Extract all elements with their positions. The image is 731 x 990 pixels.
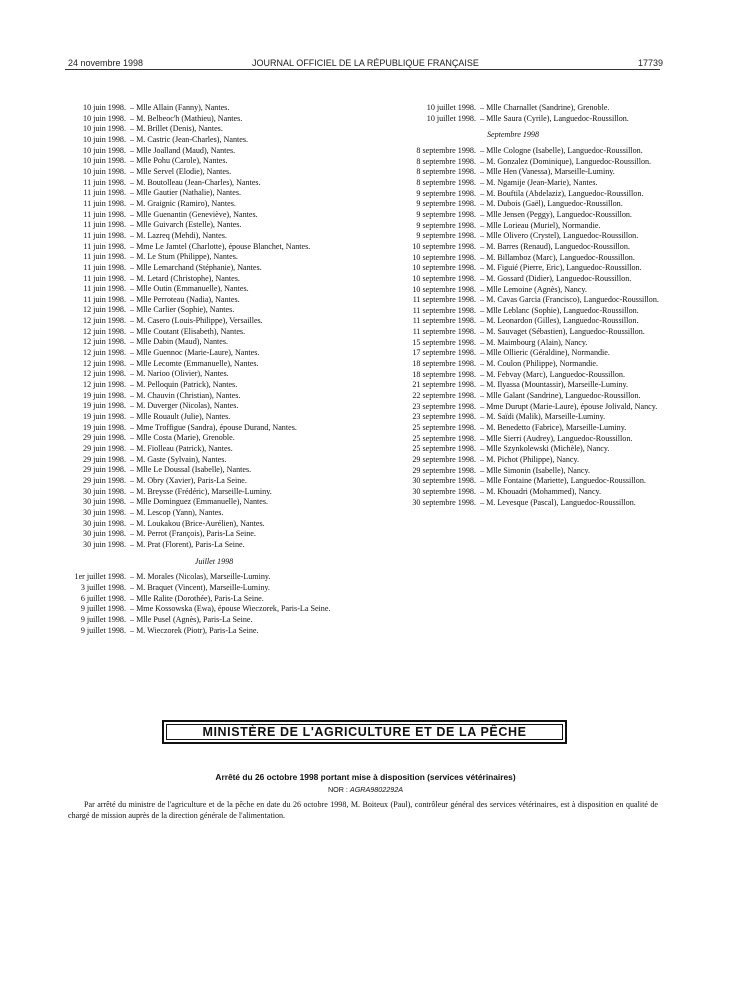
list-item [366, 380, 660, 391]
list-item [366, 444, 660, 455]
entry-text: – M. Maimbourg (Alain), Nancy. [480, 337, 588, 347]
entry-date: 8 septembre 1998. [416, 167, 476, 177]
entry-date: 9 juillet 1998. [80, 625, 126, 635]
list-item [66, 423, 362, 434]
entry-date: 25 septembre 1998. [412, 423, 476, 433]
entry-text: – Mlle Perroteau (Nadia), Nantes. [130, 294, 240, 304]
entry-date: 1er juillet 1998. [74, 572, 126, 582]
entry-text: – Mlle Ollieric (Géraldine), Normandie. [480, 348, 610, 358]
list-item [66, 391, 362, 402]
list-item [66, 316, 362, 327]
entry-date: 10 septembre 1998. [412, 273, 476, 283]
list-item [66, 594, 362, 605]
entry-text: – M. Graignic (Ramiro), Nantes. [130, 198, 236, 208]
entry-date: 18 septembre 1998. [412, 359, 476, 369]
list-item [66, 103, 362, 114]
list-item [366, 391, 660, 402]
list-item [66, 519, 362, 530]
list-item [66, 295, 362, 306]
list-item [66, 497, 362, 508]
entry-text: – Mlle Outin (Emmanuelle), Nantes. [130, 284, 249, 294]
entry-text: – M. Pelloquin (Patrick), Nantes. [130, 380, 238, 390]
entry-date: 29 juin 1998. [83, 475, 126, 485]
entry-date: 10 septembre 1998. [412, 263, 476, 273]
list-item [366, 498, 660, 509]
entry-text: – M. Narioo (Olivier), Nantes. [130, 369, 229, 379]
entry-date: 10 juin 1998. [83, 113, 126, 123]
list-item [366, 348, 660, 359]
entry-text: – Mlle Olivero (Crystel), Languedoc-Roussillon. [480, 231, 639, 241]
list-item [366, 242, 660, 253]
entry-text: – M. Levesque (Pascal), Languedoc-Roussillon. [480, 497, 636, 507]
entry-date: 25 septembre 1998. [412, 433, 476, 443]
entry-date: 9 juillet 1998. [80, 614, 126, 624]
list-item [66, 305, 362, 316]
entry-text: – Mlle Dominguez (Emmanuelle), Nantes. [130, 497, 269, 507]
entry-text: – M. Coulon (Philippe), Normandie. [480, 359, 599, 369]
list-item [66, 583, 362, 594]
entry-text: – M. Gonzalez (Dominique), Languedoc-Roussillon. [480, 156, 652, 166]
list-item [66, 615, 362, 626]
entry-text: – M. Bouftila (Abdelaziz), Languedoc-Roussillon. [480, 188, 644, 198]
right-column [366, 103, 660, 508]
list-item [66, 263, 362, 274]
septembre-heading: Septembre 1998 [486, 130, 540, 140]
entry-text: – Mlle Fontaine (Mariette), Languedoc-Roussillon. [480, 476, 646, 486]
entry-text: – Mlle Costa (Marie), Grenoble. [130, 433, 235, 443]
list-item [366, 423, 660, 434]
entry-date: 21 septembre 1998. [412, 380, 476, 390]
list-item [66, 242, 362, 253]
entry-text: – M. Ngamije (Jean-Marie), Nantes. [480, 177, 598, 187]
entry-text: – Mlle Lemoine (Agnès), Nancy. [480, 284, 587, 294]
list-item [66, 327, 362, 338]
list-item [66, 167, 362, 178]
list-item [366, 221, 660, 232]
entry-date: 9 septembre 1998. [416, 231, 476, 241]
entry-text: – M. Dubois (Gaël), Languedoc-Roussillon. [480, 199, 623, 209]
header-date: 24 novembre 1998 [68, 58, 144, 68]
entry-date: 9 septembre 1998. [416, 199, 476, 209]
list-item [366, 199, 660, 210]
july-entries-right [366, 103, 660, 124]
entry-text: – M. Lazreq (Mehdi), Nantes. [130, 230, 227, 240]
entry-text: – M. Chauvin (Christian), Nantes. [130, 390, 241, 400]
list-item [66, 540, 362, 551]
header-rule [65, 69, 660, 70]
entry-text: – M. Belbeoc'h (Mathieu), Nantes. [130, 113, 243, 123]
entry-date: 11 juin 1998. [83, 198, 126, 208]
entry-date: 11 juin 1998. [83, 188, 126, 198]
entry-date: 29 juin 1998. [83, 465, 126, 475]
entry-date: 10 juin 1998. [83, 134, 126, 144]
entry-date: 30 septembre 1998. [412, 486, 476, 496]
list-item [66, 210, 362, 221]
list-item [66, 444, 362, 455]
entry-date: 10 juin 1998. [83, 103, 126, 112]
list-item [66, 220, 362, 231]
entry-text: – M. Gossard (Didier), Languedoc-Roussillon. [480, 273, 632, 283]
entry-date: 12 juin 1998. [83, 358, 126, 368]
entry-date: 3 juillet 1998. [80, 582, 126, 592]
entry-date: 10 juin 1998. [83, 145, 126, 155]
entry-text: – M. Letard (Christophe), Nantes. [130, 273, 240, 283]
list-item [66, 476, 362, 487]
entry-date: 8 septembre 1998. [416, 156, 476, 166]
entry-text: – M. Brillet (Denis), Nantes. [130, 124, 223, 134]
entry-text: – Mlle Lemarchand (Stéphanie), Nantes. [130, 262, 262, 272]
entry-text: – Mme Troffigue (Sandra), épouse Durand, Nantes. [130, 422, 297, 432]
entry-date: 29 juin 1998. [83, 444, 126, 453]
ministry-banner [162, 720, 567, 744]
entry-date: 12 juin 1998. [83, 369, 126, 379]
entry-date: 11 juin 1998. [83, 284, 126, 294]
list-item [366, 370, 660, 381]
entry-date: 19 juin 1998. [83, 390, 126, 400]
entry-text: – Mlle Lecomte (Emmanuelle), Nantes. [130, 358, 259, 368]
entry-date: 10 juin 1998. [83, 156, 126, 166]
list-item [66, 114, 362, 125]
entry-date: 23 septembre 1998. [412, 401, 476, 411]
entry-date: 30 juin 1998. [83, 486, 126, 496]
entry-text: – Mlle Joalland (Maud), Nantes. [130, 145, 236, 155]
entry-date: 8 septembre 1998. [416, 145, 476, 155]
list-item [366, 210, 660, 221]
entry-date: 11 juin 1998. [83, 294, 126, 304]
entry-date: 12 juin 1998. [83, 305, 126, 315]
entry-date: 22 septembre 1998. [412, 391, 476, 401]
list-item [366, 455, 660, 466]
july-entries-left [66, 572, 362, 636]
entry-date: 10 juillet 1998. [426, 113, 476, 123]
entry-date: 10 juillet 1998. [426, 103, 476, 112]
entry-text: – Mlle Servel (Elodie), Nantes. [130, 166, 232, 176]
entry-date: 30 juin 1998. [83, 497, 126, 507]
list-item [66, 572, 362, 583]
entry-text: – Mlle Sierri (Audrey), Languedoc-Roussillon. [480, 433, 633, 443]
entry-text: – M. Khouadri (Mohammed), Nancy. [480, 486, 602, 496]
entry-text: – Mlle Coutant (Elisabeth), Nantes. [130, 326, 246, 336]
entry-text: – Mlle Guennoc (Marie-Laure), Nantes. [130, 348, 260, 358]
entry-text: – M. Wieczorek (Piotr), Paris-La Seine. [130, 625, 259, 635]
entry-date: 12 juin 1998. [83, 326, 126, 336]
entry-date: 11 juin 1998. [83, 209, 126, 219]
entry-date: 11 juin 1998. [83, 241, 126, 251]
entry-text: – Mlle Szynkolewski (Michèle), Nancy. [480, 444, 610, 454]
entry-text: – Mlle Saura (Cyrile), Languedoc-Roussillon. [480, 113, 629, 123]
entry-date: 11 juin 1998. [83, 262, 126, 272]
list-item [66, 156, 362, 167]
entry-date: 9 septembre 1998. [416, 209, 476, 219]
list-item [66, 252, 362, 263]
entry-text: – Mlle Charnallet (Sandrine), Grenoble. [480, 103, 610, 112]
list-item [366, 103, 660, 114]
entry-text: – Mlle Cologne (Isabelle), Languedoc-Roussillon. [480, 145, 643, 155]
list-item [66, 348, 362, 359]
entry-date: 11 septembre 1998. [412, 305, 476, 315]
entry-text: – Mlle Pohu (Carole), Nantes. [130, 156, 228, 166]
list-item [366, 178, 660, 189]
entry-text: – M. Prat (Florent), Paris-La Seine. [130, 539, 245, 549]
list-item [66, 146, 362, 157]
list-item [366, 157, 660, 168]
list-item [366, 434, 660, 445]
list-item [366, 402, 660, 413]
entry-text: – Mlle Guenantin (Geneviève), Nantes. [130, 209, 258, 219]
entry-date: 12 juin 1998. [83, 316, 126, 326]
entry-date: 9 septembre 1998. [416, 220, 476, 230]
entry-date: 11 septembre 1998. [412, 316, 476, 326]
list-item [66, 455, 362, 466]
entry-text: – M. Fiolleau (Patrick), Nantes. [130, 444, 233, 453]
september-entries [366, 146, 660, 508]
list-item [66, 401, 362, 412]
entry-text: – Mlle Lorieau (Muriel), Normandie. [480, 220, 601, 230]
list-item [366, 114, 660, 125]
list-item [66, 337, 362, 348]
entry-text: – M. Morales (Nicolas), Marseille-Luminy. [130, 572, 271, 582]
entry-date: 10 juin 1998. [83, 124, 126, 134]
list-item [66, 369, 362, 380]
entry-text: – Mlle Rouault (Julie), Nantes. [130, 412, 231, 422]
list-item [366, 167, 660, 178]
entry-date: 25 septembre 1998. [412, 444, 476, 454]
entry-date: 10 septembre 1998. [412, 252, 476, 262]
entry-text: – M. Billamboz (Marc), Languedoc-Roussillon. [480, 252, 635, 262]
entry-date: 11 juin 1998. [83, 177, 126, 187]
entry-date: 12 juin 1998. [83, 337, 126, 347]
june-entries [66, 103, 362, 551]
list-item [66, 135, 362, 146]
entry-date: 11 juin 1998. [83, 230, 126, 240]
entry-date: 29 septembre 1998. [412, 455, 476, 464]
entry-text: – M. Leonardon (Gilles), Languedoc-Roussillon. [480, 316, 639, 326]
entry-text: – M. Febvay (Marc), Languedoc-Roussillon. [480, 369, 625, 379]
entry-date: 30 juin 1998. [83, 507, 126, 517]
entry-date: 9 juillet 1998. [80, 604, 126, 614]
entry-text: – Mlle Le Doussal (Isabelle), Nantes. [130, 465, 252, 475]
entry-text: – Mlle Leblanc (Sophie), Languedoc-Roussillon. [480, 305, 639, 315]
entry-text: – Mlle Guivarch (Estelle), Nantes. [130, 220, 242, 230]
entry-date: 17 septembre 1998. [412, 348, 476, 358]
entry-date: 9 septembre 1998. [416, 188, 476, 198]
entry-date: 19 juin 1998. [83, 422, 126, 432]
list-item [366, 306, 660, 317]
entry-date: 11 septembre 1998. [412, 295, 476, 305]
list-item [366, 253, 660, 264]
entry-text: – M. Braquet (Vincent), Marseille-Luminy. [130, 582, 270, 592]
page-number: 17739 [637, 58, 663, 68]
list-item [366, 263, 660, 274]
entry-date: 10 septembre 1998. [412, 241, 476, 251]
entry-date: 29 juin 1998. [83, 433, 126, 443]
entry-date: 12 juin 1998. [83, 348, 126, 358]
entry-text: – Mme Durupt (Marie-Laure), épouse Jolivald, Nancy. [480, 401, 658, 411]
nor-label: NOR : [327, 785, 348, 794]
entry-date: 30 septembre 1998. [412, 497, 476, 507]
arrete-title: Arrêté du 26 octobre 1998 portant mise à disposition (services vétérinaires) [215, 772, 516, 782]
entry-date: 23 septembre 1998. [412, 412, 476, 422]
list-item [66, 508, 362, 519]
list-item [366, 231, 660, 242]
entry-date: 11 septembre 1998. [412, 327, 476, 337]
entry-date: 29 septembre 1998. [412, 465, 476, 475]
entry-text: – M. Castric (Jean-Charles), Nantes. [130, 134, 248, 144]
entry-text: – M. Loukakou (Brice-Aurélien), Nantes. [130, 518, 265, 528]
entry-text: – Mlle Carlier (Sophie), Nantes. [130, 305, 235, 315]
entry-date: 30 juin 1998. [83, 539, 126, 549]
entry-text: – Mlle Allain (Fanny), Nantes. [130, 103, 230, 112]
list-item [66, 529, 362, 540]
entry-date: 29 juin 1998. [83, 454, 126, 464]
list-item [66, 178, 362, 189]
list-item [66, 487, 362, 498]
entry-text: – M. Benedetto (Fabrice), Marseille-Luminy. [480, 423, 627, 433]
list-item [66, 284, 362, 295]
entry-text: – Mlle Gautier (Nathalie), Nantes. [130, 188, 242, 198]
list-item [66, 433, 362, 444]
list-item [366, 327, 660, 338]
nor-code: AGRA9802292A [349, 785, 404, 794]
entry-date: 19 juin 1998. [83, 412, 126, 422]
entry-date: 15 septembre 1998. [412, 337, 476, 347]
entry-date: 10 septembre 1998. [412, 284, 476, 294]
entry-text: – M. Duverger (Nicolas), Nantes. [130, 401, 239, 411]
entry-text: – M. Gaste (Sylvain), Nantes. [130, 454, 227, 464]
entry-text: – M. Breysse (Frédéric), Marseille-Luminy. [130, 486, 272, 496]
juillet-heading: Juillet 1998 [194, 556, 234, 566]
entry-text: – Mlle Galant (Sandrine), Languedoc-Roussillon. [480, 391, 641, 401]
list-item [366, 359, 660, 370]
entry-date: 11 juin 1998. [83, 252, 126, 262]
entry-text: – M. Le Stum (Philippe), Nantes. [130, 252, 238, 262]
entry-text: – M. Cavas Garcia (Francisco), Languedoc-Roussillon. [480, 295, 659, 305]
entry-date: 6 juillet 1998. [80, 593, 126, 603]
list-item [66, 626, 362, 637]
entry-date: 11 juin 1998. [83, 220, 126, 230]
journal-title: JOURNAL OFFICIEL DE LA RÉPUBLIQUE FRANÇAISE [252, 58, 479, 68]
list-item [366, 295, 660, 306]
list-item [66, 124, 362, 135]
entry-text: – M. Figuié (Pierre, Eric), Languedoc-Roussillon. [480, 263, 642, 273]
entry-text: – Mlle Hen (Vanessa), Marseille-Luminy. [480, 167, 615, 177]
nor-reference [0, 785, 731, 794]
entry-text: – Mlle Jensen (Peggy), Languedoc-Roussillon. [480, 209, 632, 219]
entry-text: – M. Boutolleau (Jean-Charles), Nantes. [130, 177, 261, 187]
entry-date: 30 juin 1998. [83, 529, 126, 539]
list-item [366, 146, 660, 157]
entry-date: 12 juin 1998. [83, 380, 126, 390]
entry-date: 30 septembre 1998. [412, 476, 476, 486]
arrete-body: Par arrêté du ministre de l'agriculture et de la pêche en date du 26 octobre 1998, M. Boiteux (Paul), contrôleur général des services vétérinaires, est à disposition en qualité de chargé de mission auprès de la direction générale de l'alimentation. [68, 800, 658, 820]
list-item [366, 412, 660, 423]
entry-date: 18 septembre 1998. [412, 369, 476, 379]
entry-text: – Mlle Ralite (Dorothée), Paris-La Seine. [130, 593, 264, 603]
entry-text: – M. Sauvaget (Sébastien), Languedoc-Roussillon. [480, 327, 645, 337]
list-item [66, 274, 362, 285]
list-item [366, 466, 660, 477]
entry-text: – Mlle Dabin (Maud), Nantes. [130, 337, 229, 347]
entry-text: – M. Obry (Xavier), Paris-La Seine. [130, 475, 247, 485]
list-item [66, 412, 362, 423]
list-item [366, 487, 660, 498]
list-item [66, 231, 362, 242]
list-item [366, 274, 660, 285]
list-item [66, 359, 362, 370]
entry-text: – Mme Kossowska (Ewa), épouse Wieczorek, Paris-La Seine. [130, 604, 331, 614]
list-item [66, 188, 362, 199]
entry-date: 10 juin 1998. [83, 166, 126, 176]
entry-text: – M. Perrot (François), Paris-La Seine. [130, 529, 256, 539]
entry-text: – M. Pichot (Philippe), Nancy. [480, 455, 580, 464]
left-column [66, 103, 362, 636]
list-item [366, 476, 660, 487]
entry-text: – Mme Le Jamtel (Charlotte), épouse Blanchet, Nantes. [130, 241, 311, 251]
entry-text: – M. Barres (Renaud), Languedoc-Roussillon. [480, 241, 630, 251]
entry-text: – Mlle Simonin (Isabelle), Nancy. [480, 465, 591, 475]
list-item [366, 285, 660, 296]
entry-text: – M. Casero (Louis-Philippe), Versailles. [130, 316, 263, 326]
list-item [66, 380, 362, 391]
list-item [66, 199, 362, 210]
entry-date: 30 juin 1998. [83, 518, 126, 528]
entry-text: – M. Saïdi (Malik), Marseille-Luminy. [480, 412, 606, 422]
entry-date: 8 septembre 1998. [416, 177, 476, 187]
ministry-title: MINISTÈRE DE L'AGRICULTURE ET DE LA PÊCHE [202, 725, 527, 739]
entry-text: – M. Ilyassa (Mountassir), Marseille-Luminy. [480, 380, 629, 390]
entry-date: 19 juin 1998. [83, 401, 126, 411]
list-item [366, 316, 660, 327]
list-item [366, 189, 660, 200]
entry-text: – Mlle Pusel (Agnès), Paris-La Seine. [130, 614, 253, 624]
list-item [366, 338, 660, 349]
list-item [66, 465, 362, 476]
entry-text: – M. Lescop (Yann), Nantes. [130, 507, 224, 517]
entry-date: 11 juin 1998. [83, 273, 126, 283]
list-item [66, 604, 362, 615]
